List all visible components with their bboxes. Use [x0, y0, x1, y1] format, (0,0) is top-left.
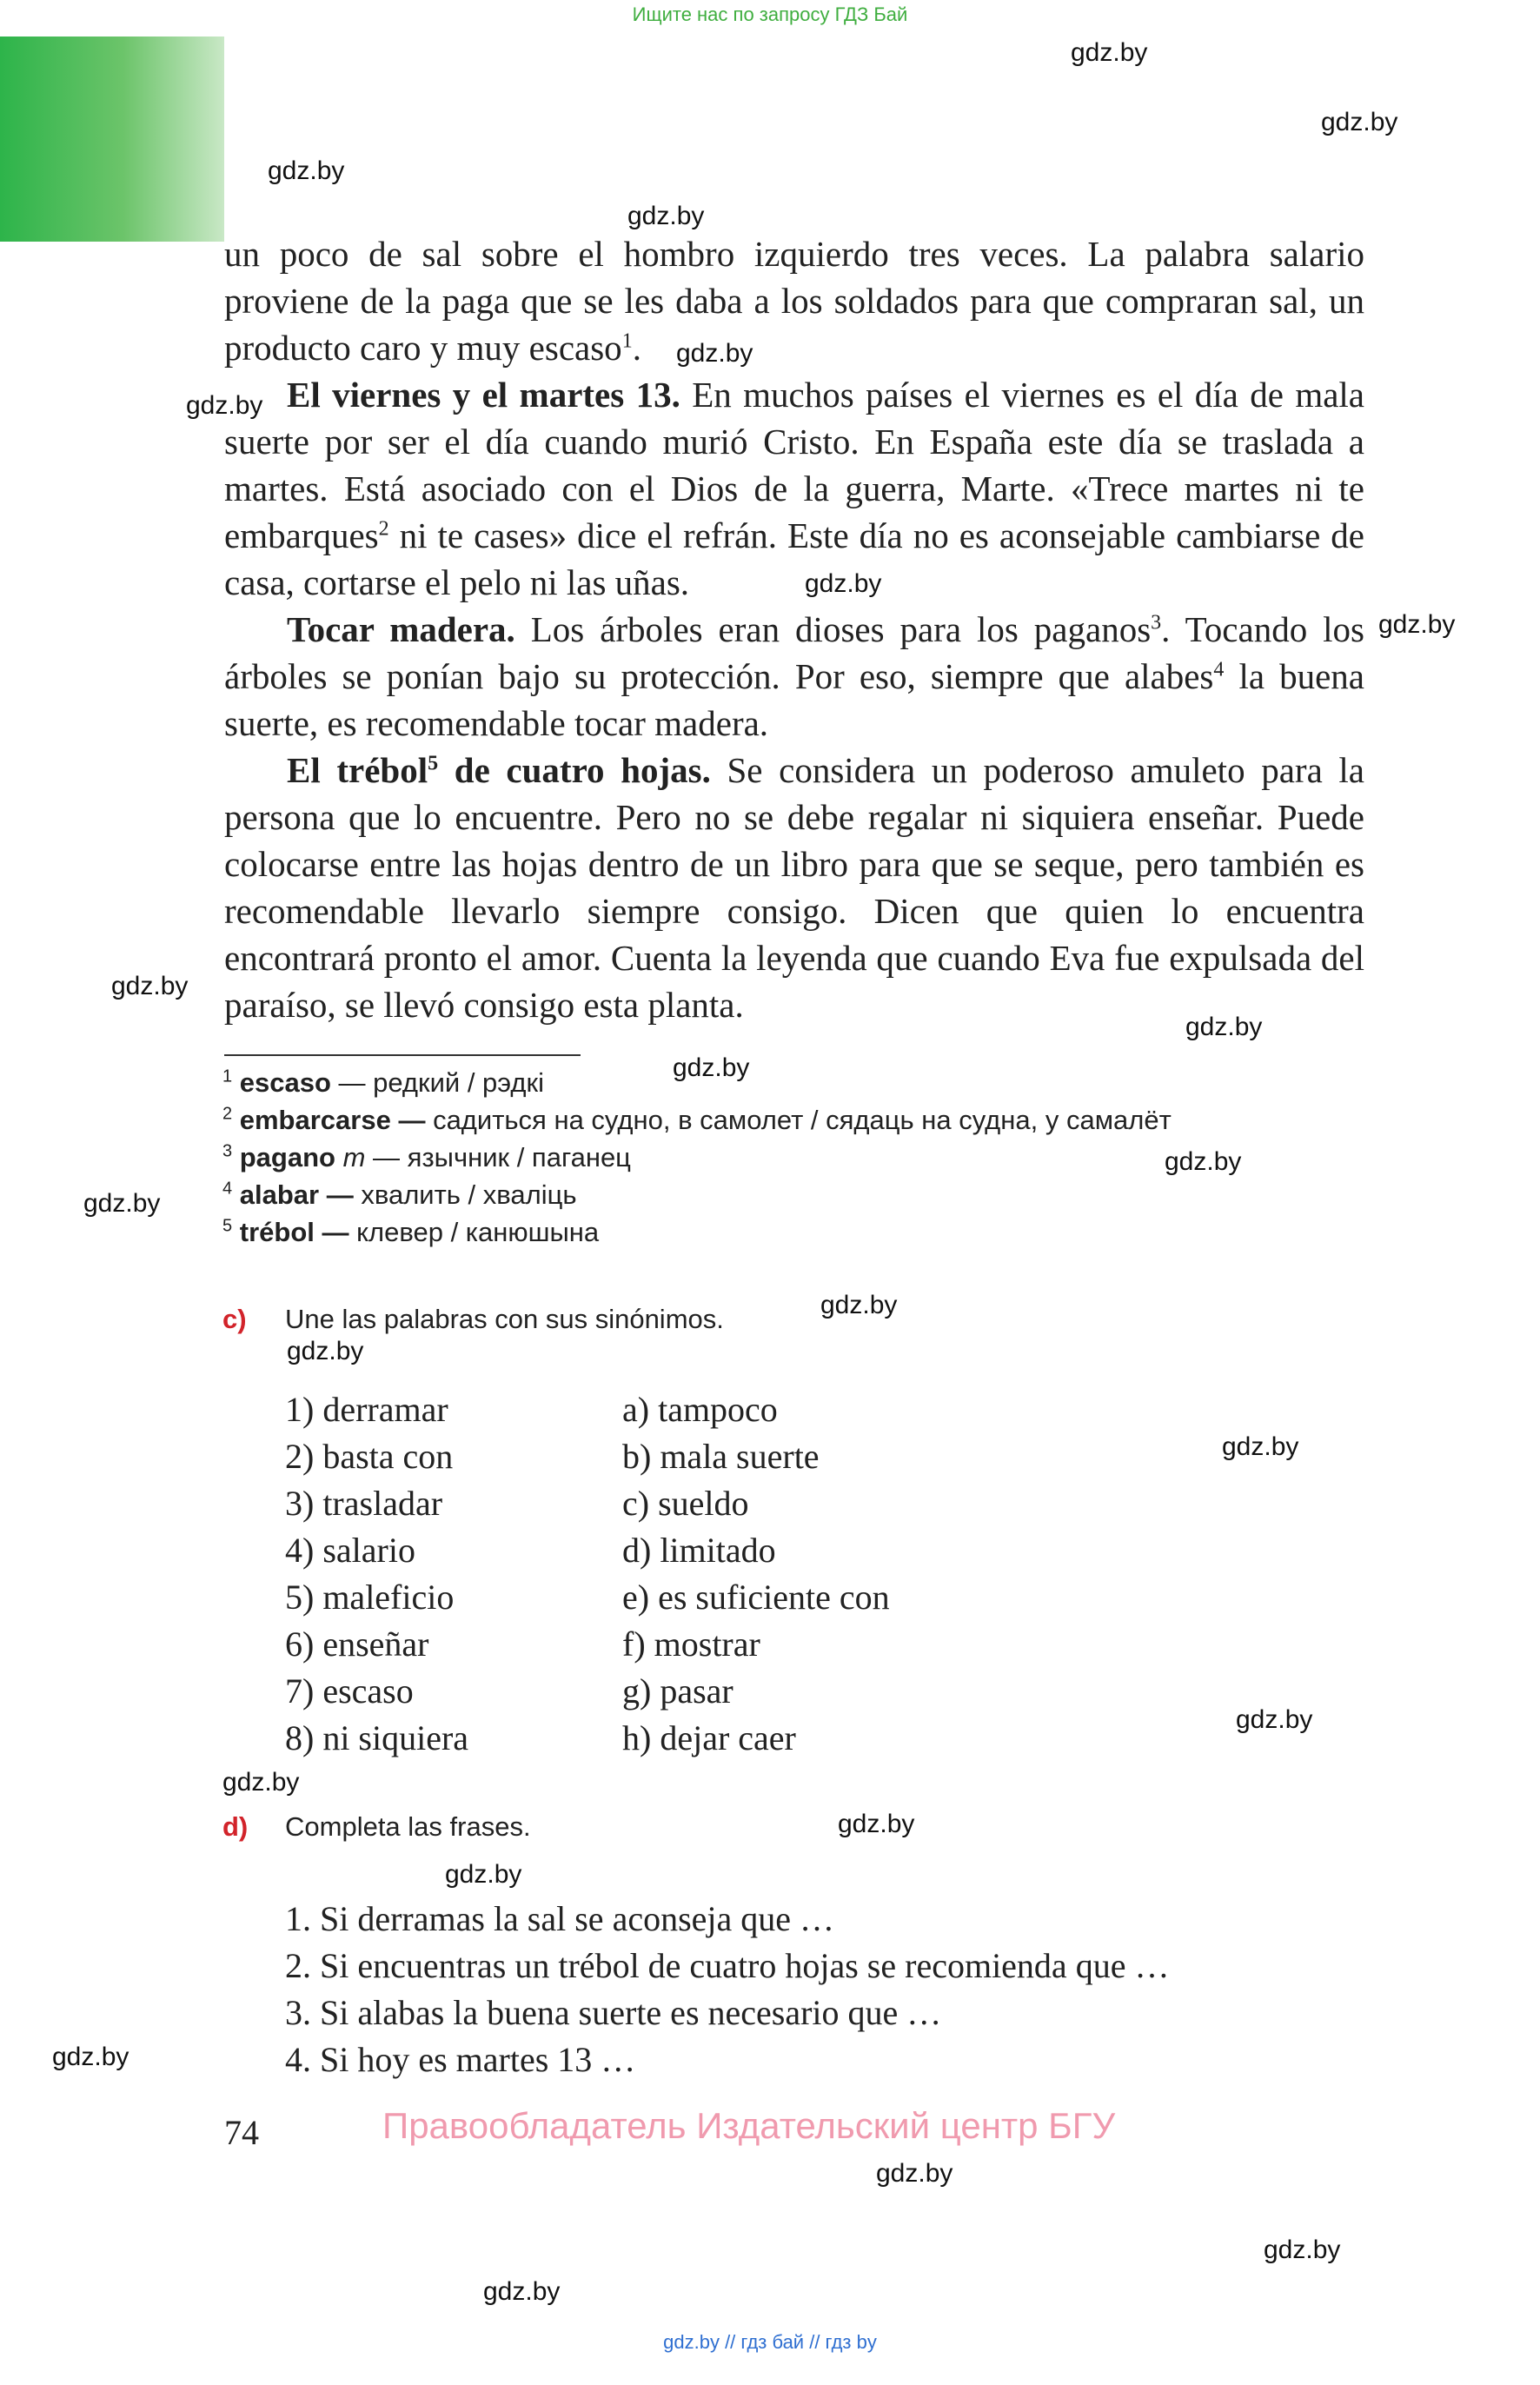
watermark: gdz.by [445, 1860, 522, 1889]
green-corner-tab [0, 37, 224, 242]
task-c-letter: c) [222, 1304, 247, 1334]
match-right-item: d) limitado [622, 1531, 776, 1570]
match-left-item: 8) ni siquiera [285, 1718, 469, 1757]
sentence-item: 1. Si derramas la sal se aconseja que … [285, 1899, 835, 1938]
paragraph-salt: un poco de sal sobre el hombro izquierdo tres veces. La palabra salario proviene de la paga que se les daba a los soldados para que compraran sal, un producto caro y muy escaso$^1$. [224, 234, 1364, 368]
match-left-item: 5) maleficio [285, 1578, 455, 1617]
watermark: gdz.by [1185, 1013, 1263, 1041]
copyright-notice: Правообладатель Издательский центр БГУ [382, 2105, 1116, 2146]
footnote-item: $^3$ pagano m — язычник / паганец [222, 1141, 631, 1173]
watermark: gdz.by [1236, 1705, 1313, 1734]
footnote-divider [224, 1054, 581, 1056]
watermark: gdz.by [876, 2159, 953, 2188]
page-number: 74 [224, 2113, 259, 2152]
watermark: gdz.by [1071, 38, 1148, 67]
watermark: gdz.by [1264, 2236, 1341, 2264]
footnote-item: $^5$ trébol — клевер / канюшына [222, 1216, 600, 1247]
task-c-instruction: Une las palabras con sus sinónimos. [285, 1304, 724, 1334]
match-right-item: h) dejar caer [622, 1718, 796, 1757]
match-right-item: b) mala suerte [622, 1437, 820, 1476]
watermark: gdz.by [268, 156, 345, 185]
match-right-item: g) pasar [622, 1671, 733, 1711]
watermark: gdz.by [483, 2277, 561, 2306]
sentence-item: 4. Si hoy es martes 13 … [285, 2040, 636, 2079]
watermark: gdz.by [838, 1810, 915, 1838]
watermark: gdz.by [1165, 1147, 1242, 1176]
watermark: gdz.by [186, 391, 263, 420]
watermark: gdz.by [1321, 108, 1398, 136]
heading-trebol: El trébol$^5$ de cuatro hojas. [287, 750, 711, 790]
match-left-item: 4) salario [285, 1531, 415, 1570]
footnote-item: $^1$ escaso — редкий / рэдкі [222, 1066, 544, 1098]
task-d-letter: d) [222, 1811, 249, 1842]
watermark: gdz.by [673, 1053, 750, 1082]
match-left-item: 1) derramar [285, 1390, 448, 1429]
watermark: gdz.by [287, 1337, 364, 1365]
sentence-item: 2. Si encuentras un trébol de cuatro hojas se recomienda que … [285, 1946, 1170, 1985]
heading-viernes-martes: El viernes y el martes 13. [287, 375, 680, 415]
match-left-item: 3) trasladar [285, 1484, 443, 1523]
watermark: gdz.by [111, 972, 189, 1000]
paragraph-friday-tuesday: El viernes y el martes 13. En muchos países el viernes es el día de mala suerte por ser el día cuando murió Cristo. En España este día se traslada a martes. Está asociado con el Dios de la guerra, Marte. «Trece martes ni te embarques$^2$ ni te cases» dice el refrán. Este día no es aconsejable cambiarse de casa, cortarse el pelo ni las uñas. [224, 375, 1364, 602]
footnote-item: $^2$ embarcarse — садиться на судно, в самолет / сядаць на судна, у самалёт [222, 1104, 1172, 1135]
watermark: gdz.by [627, 202, 705, 230]
task-d-instruction: Completa las frases. [285, 1811, 531, 1842]
match-right-item: f) mostrar [622, 1624, 760, 1664]
match-right-item: a) tampoco [622, 1390, 778, 1429]
top-banner[interactable]: Ищите нас по запросу ГДЗ Бай [632, 3, 908, 25]
watermark: gdz.by [222, 1768, 300, 1797]
match-left-item: 7) escaso [285, 1671, 414, 1711]
watermark: gdz.by [83, 1189, 161, 1218]
match-right-item: c) sueldo [622, 1484, 749, 1523]
paragraph-tocar-madera: Tocar madera. Los árboles eran dioses para los paganos$^3$. Tocando los árboles se ponían bajo su protección. Por eso, siempre que alabes$^4$ la buena suerte, es recomendable tocar madera. [224, 609, 1365, 743]
match-left-item: 6) enseñar [285, 1624, 429, 1664]
sentence-item: 3. Si alabas la buena suerte es necesario que … [285, 1993, 942, 2032]
watermark: gdz.by [805, 569, 882, 598]
watermark: gdz.by [1222, 1432, 1299, 1461]
body-text [224, 230, 1364, 1028]
bottom-links[interactable]: gdz.by // гдз бай // гдз by [663, 2331, 877, 2353]
watermark: gdz.by [52, 2043, 129, 2071]
watermark: gdz.by [1378, 610, 1456, 639]
match-left-item: 2) basta con [285, 1437, 454, 1476]
footnote-item: $^4$ alabar — хвалить / хваліць [222, 1179, 577, 1210]
match-right-item: e) es suficiente con [622, 1578, 890, 1617]
watermark: gdz.by [676, 339, 753, 368]
heading-tocar-madera: Tocar madera. [287, 609, 515, 649]
paragraph-trebol: El trébol$^5$ de cuatro hojas. Se considera un poderoso amuleto para la persona que lo encuentre. Pero no se debe regalar ni siquiera enseñar. Puede colocarse entre las hojas dentro de un libro para que se seque, pero también es recomendable llevarlo siempre consigo. Dicen que quien lo encuentra encontrará pronto el amor. Cuenta la leyenda que cuando Eva fue expulsada del paraíso, se llevó consigo esta planta. [224, 750, 1364, 1025]
watermark: gdz.by [820, 1291, 898, 1319]
